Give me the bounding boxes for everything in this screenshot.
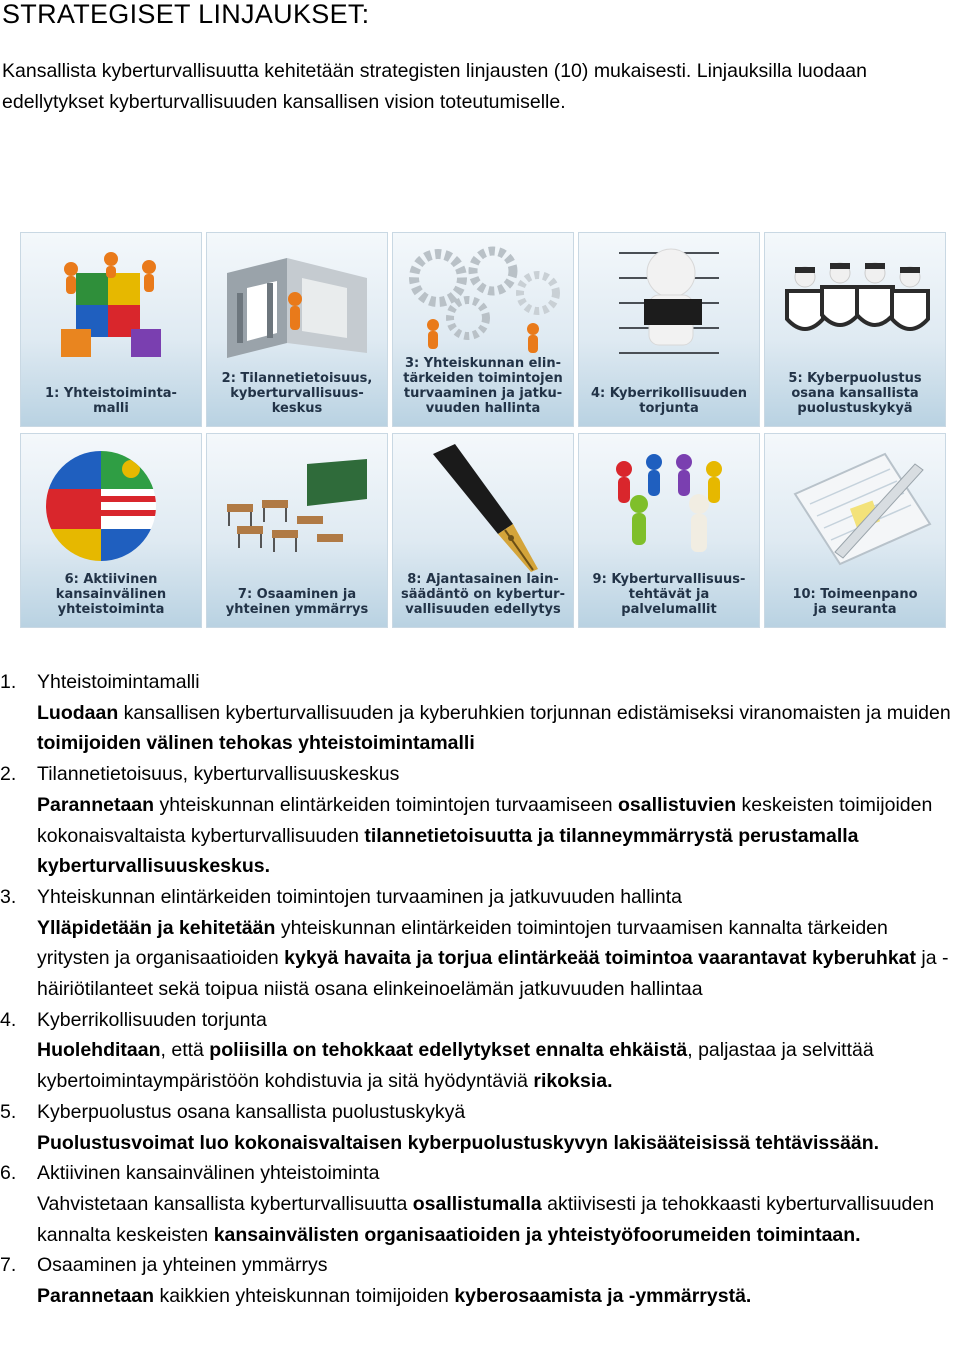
text: aktiivisesti ja tehokkaasti kyberturvallisuuden kannalta keskeisten: [37, 1192, 935, 1246]
guideline-number: 5.: [0, 1100, 17, 1123]
guideline-description: [37, 790, 958, 882]
bold-text: Parannetaan: [37, 1285, 155, 1308]
guideline-number: 6.: [0, 1162, 17, 1185]
text: kaikkien yhteiskunnan toimijoiden: [154, 1285, 455, 1308]
text: , että: [160, 1039, 210, 1062]
guideline-description: [37, 1281, 958, 1312]
tile-caption: 9: Kyberturvallisuus- tehtävät ja palvelumallit: [592, 572, 746, 617]
bold-text: Parannetaan: [37, 793, 155, 816]
tile-caption: 6: Aktiivinen kansainvälinen yhteistoiminta: [55, 572, 167, 617]
text: kansallisen kyberturvallisuuden ja kyberuhkien torjunnan edistämiseksi viranomaisten ja muiden: [118, 701, 951, 724]
maze-icon: [207, 233, 387, 373]
tile-1: [20, 232, 202, 427]
tile-caption: 2: Tilannetietoisuus, kyberturvallisuus- keskus: [221, 371, 373, 416]
bold-text: poliisilla on tehokkaat edellytykset ennalta ehkäistä: [209, 1039, 688, 1062]
tile-caption: 5: Kyberpuolustus osana kansallista puolustuskykyä: [788, 371, 922, 416]
tile-caption: 8: Ajantasainen lain- säädäntö on kybertur- vallisuuden edellytys: [401, 572, 565, 617]
guideline-item: [0, 1097, 958, 1158]
tile-caption: 4: Kyberrikollisuuden torjunta: [590, 386, 748, 416]
page-title: STRATEGISET LINJAUKSET:: [2, 0, 370, 29]
guideline-item: [0, 1158, 958, 1250]
guideline-description: [37, 1035, 958, 1096]
bold-text: kykyä havaita ja torjua elintärkeää toimintoa vaarantavat kyberuhkat: [284, 947, 917, 970]
tile-4: [578, 232, 760, 427]
bold-text: kansainvälisten organisaatioiden ja yhteistyöfoorumeiden toimintaan.: [213, 1223, 861, 1246]
strategy-image-grid: [20, 232, 960, 632]
guideline-description: [37, 913, 958, 1005]
shields-icon: [765, 233, 945, 373]
tile-8: [392, 433, 574, 628]
guideline-number: 7.: [0, 1254, 17, 1277]
tile-caption: 3: Yhteiskunnan elin- tärkeiden toimintojen turvaaminen ja jatku- vuuden hallinta: [403, 356, 563, 416]
bold-text: osallistumalla: [412, 1192, 542, 1215]
puzzle-people-icon: [21, 233, 201, 373]
tile-7: [206, 433, 388, 628]
tile-9: [578, 433, 760, 628]
fountain-pen-icon: [393, 434, 573, 574]
guidelines-list: [0, 667, 958, 1312]
guideline-heading: Yhteiskunnan elintärkeiden toimintojen turvaaminen ja jatkuvuuden hallinta: [37, 885, 682, 908]
guideline-item: [0, 1250, 958, 1311]
guideline-number: 1.: [0, 671, 17, 693]
text: yhteiskunnan elintärkeiden toimintojen turvaamiseen: [154, 793, 618, 816]
bold-text: Ylläpidetään ja kehitetään: [37, 916, 276, 939]
guideline-item: [0, 1005, 958, 1097]
text: , paljastaa ja selvittää kybertoimintaympäristöön kohdistuvia ja sitä hyödyntäviä: [37, 1039, 874, 1093]
tile-caption: 1: Yhteistoiminta- malli: [45, 386, 177, 416]
guideline-item: [0, 882, 958, 1005]
guideline-heading: Kyberpuolustus osana kansallista puolustuskykyä: [37, 1100, 466, 1123]
guideline-description: [37, 698, 958, 759]
flag-globe-icon: [21, 434, 201, 574]
guideline-number: 2.: [0, 763, 17, 786]
guideline-heading: Osaaminen ja yhteinen ymmärrys: [37, 1254, 328, 1277]
bold-text: tilannetietoisuutta ja tilanneymmärrystä perustamalla kyberturvallisuuskeskus.: [37, 824, 859, 878]
guideline-heading: Tilannetietoisuus, kyberturvallisuuskeskus: [37, 763, 400, 786]
mugshot-icon: [579, 233, 759, 373]
guideline-item: [0, 759, 958, 882]
bold-text: rikoksia.: [533, 1070, 613, 1093]
bold-text: osallistuvien: [618, 793, 737, 816]
guideline-heading: Aktiivinen kansainvälinen yhteistoiminta: [37, 1162, 380, 1185]
bold-text: Luodaan: [37, 701, 119, 724]
guideline-description: [37, 1128, 958, 1159]
guideline-number: 3.: [0, 885, 17, 908]
tile-5: [764, 232, 946, 427]
guideline-heading: Yhteistoimintamalli: [37, 671, 200, 693]
text: yhteiskunnan elintärkeiden toimintojen turvaamisen kannalta tärkeiden yritysten ja organisaatioiden: [37, 916, 888, 970]
tile-10: [764, 433, 946, 628]
bold-text: Puolustusvoimat luo kokonaisvaltaisen kyberpuolustuskyvyn lakisääteisissä tehtävissään.: [37, 1131, 880, 1154]
gears-icon: [393, 233, 573, 373]
guideline-heading: Kyberrikollisuuden torjunta: [37, 1008, 267, 1031]
text: Vahvistetaan kansallista kyberturvallisuutta: [37, 1192, 413, 1215]
people-group-icon: [579, 434, 759, 574]
intro-paragraph: Kansallista kyberturvallisuutta kehitetään strategisten linjausten (10) mukaisesti. Linjauksilla luodaan edellytykset kyberturvallisuuden kansallisen vision toteutumiselle.: [2, 60, 867, 113]
tile-2: [206, 232, 388, 427]
tile-caption: 7: Osaaminen ja yhteinen ymmärrys: [225, 587, 369, 617]
tile-3: [392, 232, 574, 427]
tile-6: [20, 433, 202, 628]
guideline-item: [0, 667, 958, 759]
tile-caption: 10: Toimeenpano ja seuranta: [792, 587, 918, 617]
guideline-number: 4.: [0, 1008, 17, 1031]
text: ja -häiriötilanteet sekä toipua niistä osana elinkeinoelämän jatkuvuuden hallintaa: [37, 947, 949, 1001]
classroom-desks-icon: [207, 434, 387, 574]
bold-text: toimijoiden välinen tehokas yhteistoimintamalli: [37, 732, 475, 755]
text: keskeisten toimijoiden kokonaisvaltaista kyberturvallisuuden: [37, 793, 933, 847]
notepad-ruler-icon: [765, 434, 945, 574]
guideline-description: [37, 1189, 958, 1250]
bold-text: kyberosaamista ja -ymmärrystä.: [454, 1285, 752, 1308]
bold-text: Huolehditaan: [37, 1039, 161, 1062]
